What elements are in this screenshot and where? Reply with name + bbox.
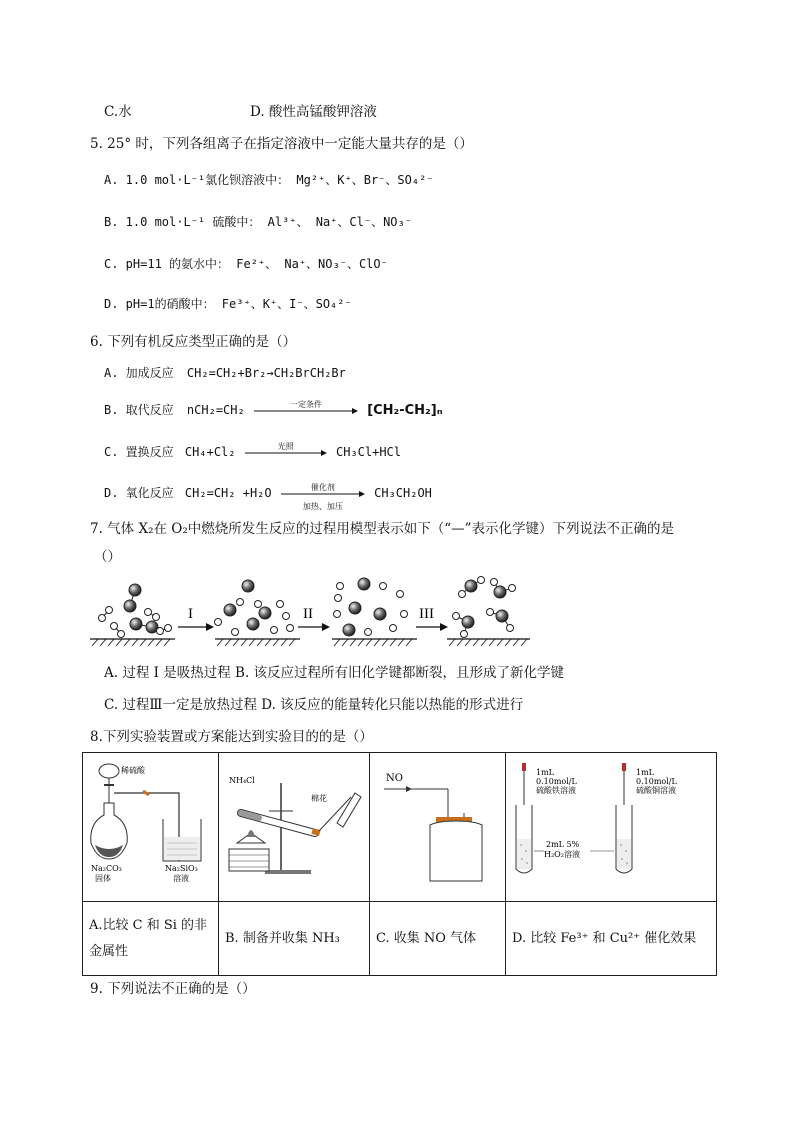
q7-stem-paren: （）: [94, 549, 121, 565]
stage-1-molecules: [99, 584, 172, 638]
q6-stem: 6. 下列有机反应类型正确的是（）: [90, 334, 297, 350]
step-label-3: III: [419, 606, 434, 622]
q5-option-c: C. pH=11 的氨水中： Fe²⁺、 Na⁺、NO₃⁻、ClO⁻: [104, 257, 388, 271]
q4-option-c: C.水: [104, 104, 132, 120]
acid-label: 稀硫酸: [121, 766, 145, 775]
solution-label-1: Na₂SiO₃: [165, 864, 198, 873]
q5-option-b: B. 1.0 mol·L⁻¹ 硫酸中： Al³⁺、 Na⁺、Cl⁻、NO₃⁻: [104, 215, 412, 229]
q7-reaction-model-diagram: [90, 572, 530, 654]
fig-cell-c: [370, 753, 506, 902]
step-arrow-2: [298, 606, 330, 631]
step-label-1: I: [188, 606, 193, 622]
caption-a: [83, 902, 219, 976]
q4-option-d: D. 酸性高锰酸钾溶液: [250, 104, 377, 120]
q8-stem: 8.下列实验装置或方案能达到实验目的的是（）: [90, 729, 373, 745]
q6-b-condition: 一定条件: [289, 399, 322, 409]
fig-cell-a: [83, 753, 219, 902]
stage-3-atoms: [334, 578, 408, 636]
left-volume: 1mL: [536, 768, 554, 777]
fig-cell-b: [219, 753, 370, 902]
step-arrow-1: [178, 606, 214, 631]
q6-a-type: A. 加成反应: [104, 366, 174, 380]
q7-options-cd: C. 过程Ⅲ一定是放热过程 D. 该反应的能量转化只能以热能的形式进行: [104, 697, 524, 713]
q6-b-type: B. 取代反应: [104, 403, 174, 417]
q6-c-condition: 光照: [277, 441, 294, 451]
q5-option-a: A. 1.0 mol·L⁻¹氯化钡溶液中： Mg²⁺、K⁺、Br⁻、SO₄²⁻: [104, 173, 434, 187]
stage-4-molecules: [453, 577, 516, 638]
right-reagent: 硫酸铜溶液: [636, 786, 676, 795]
q6-a-equation: CH₂=CH₂+Br₂→CH₂BrCH₂Br: [186, 366, 346, 380]
stage-2-atoms: [215, 580, 294, 636]
q6-b-lhs: nCH₂=CH₂: [186, 403, 245, 417]
step-arrow-3: [416, 606, 448, 631]
q6-option-c: [104, 443, 401, 461]
apparatus-c-diagram: [370, 753, 505, 897]
q5-option-d: D. pH=1的硝酸中： Fe³⁺、K⁺、I⁻、SO₄²⁻: [104, 297, 352, 311]
q5-stem: 5. 25° 时，下列各组离子在指定溶液中一定能大量共存的是（）: [90, 136, 473, 152]
q6-option-d: [104, 482, 432, 511]
q8-apparatus-table: [82, 752, 717, 976]
cotton-label: 棉花: [311, 794, 327, 803]
apparatus-b-diagram: [219, 753, 369, 897]
q6-b-rhs: [CH₂-CH₂]ₙ: [367, 403, 443, 418]
left-concentration: 0.10mol/L: [536, 777, 577, 786]
fig-cell-d: [506, 753, 717, 902]
solution-label-2: 溶液: [173, 874, 189, 883]
q6-option-b: [104, 401, 443, 420]
right-concentration: 0.10mol/L: [636, 777, 677, 786]
q6-c-rhs: CH₃Cl+HCl: [335, 445, 401, 459]
caption-d: D. 比较 Fe³⁺ 和 Cu²⁺ 催化效果: [506, 902, 717, 976]
q6-d-condition-bottom: 加热、加压: [302, 501, 343, 511]
q6-c-arrow: [245, 441, 327, 457]
q6-option-a: [104, 364, 346, 382]
solid-label-1: Na₂CO₃: [91, 864, 122, 873]
caption-a-line1: A.比较 C 和 Si 的非: [89, 917, 208, 933]
left-reagent: 硫酸铁溶液: [536, 786, 576, 795]
h2o2-volume: 2mL 5%: [546, 840, 580, 849]
step-label-2: II: [303, 606, 313, 622]
q7-options-ab: A. 过程 I 是吸热过程 B. 该反应过程所有旧化学键都断裂，且形成了新化学键: [104, 665, 565, 681]
q6-d-type: D. 氧化反应: [104, 486, 174, 500]
q6-d-rhs: CH₃CH₂OH: [374, 486, 432, 500]
caption-a-line2: 金属性: [89, 943, 129, 959]
q6-b-arrow: [254, 399, 358, 415]
q6-d-lhs: CH₂=CH₂ +H₂O: [184, 486, 272, 500]
solid-label-2: 固体: [95, 874, 111, 883]
q6-d-arrow: [281, 482, 365, 511]
apparatus-a-diagram: [83, 753, 218, 897]
apparatus-d-diagram: [506, 753, 716, 897]
caption-c: C. 收集 NO 气体: [370, 902, 506, 976]
h2o2-label: H₂O₂溶液: [544, 850, 580, 859]
no-gas-label: NO: [386, 773, 403, 784]
q9-stem: 9. 下列说法不正确的是（）: [90, 981, 256, 997]
q6-d-condition-top: 催化剂: [310, 482, 335, 492]
q6-c-lhs: CH₄+Cl₂: [184, 445, 236, 459]
reagent-label: NH₄Cl: [229, 776, 255, 785]
caption-b: B. 制备并收集 NH₃: [219, 902, 370, 976]
q7-stem: 7. 气体 X₂在 O₂中燃烧所发生反应的过程用模型表示如下（“—”表示化学键）下列说法不正确的是: [90, 521, 675, 537]
right-volume: 1mL: [636, 768, 654, 777]
q6-c-type: C. 置换反应: [104, 445, 174, 459]
